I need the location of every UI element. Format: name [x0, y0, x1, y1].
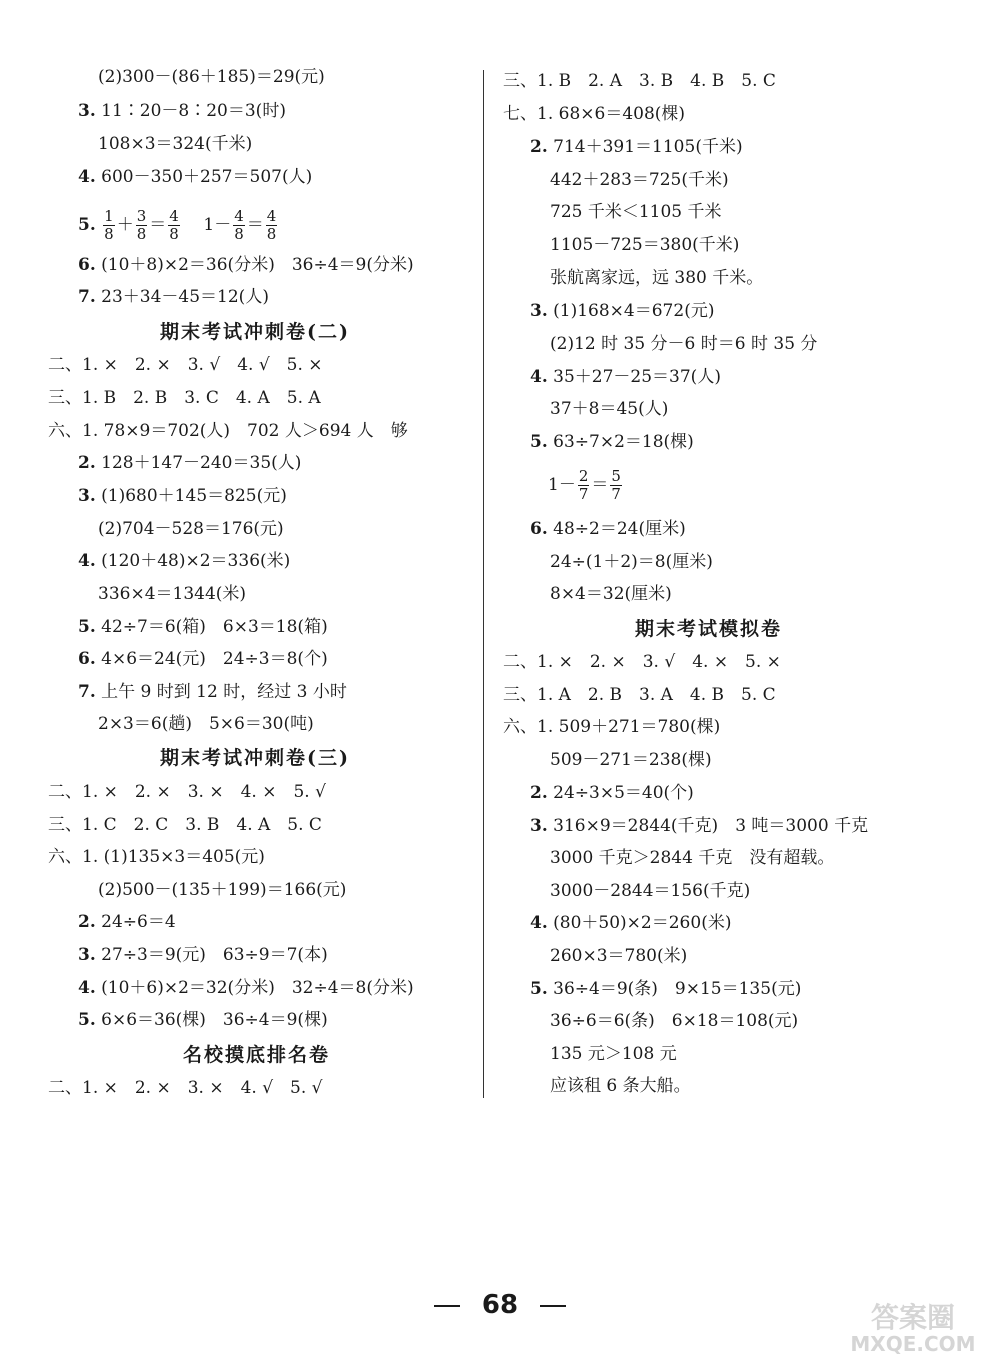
answer-line: 三、1. B 2. A 3. B 4. B 5. C: [503, 71, 776, 91]
fraction: $\frac{3}{8}$: [136, 207, 147, 243]
answer-line: 135 元＞108 元: [550, 1044, 677, 1064]
answer-line: 108×3＝324(千米): [98, 134, 253, 154]
answer-line: 七、1. 68×6＝408(棵): [503, 104, 686, 124]
answer-line: (2)12 时 35 分－6 时＝6 时 35 分: [550, 334, 818, 354]
watermark-url: MXQE.COM: [850, 1332, 976, 1356]
answer-line: 5. 42÷7＝6(箱) 6×3＝18(箱): [78, 617, 328, 637]
answer-line: 应该租 6 条大船。: [550, 1076, 691, 1096]
answer-line: 4. (10＋6)×2＝32(分米) 32÷4＝8(分米): [78, 978, 414, 998]
answer-line: 三、1. B 2. B 3. C 4. A 5. A: [48, 388, 321, 408]
answer-line: 2. 24÷6＝4: [78, 912, 176, 932]
fraction: $\frac{4}{8}$: [169, 207, 179, 243]
answer-line: 260×3＝780(米): [550, 946, 688, 966]
answer-line: 3. 27÷3＝9(元) 63÷9＝7(本): [78, 945, 328, 965]
answer-line: 24÷(1＋2)＝8(厘米): [550, 552, 713, 572]
answer-line: 509－271＝238(棵): [550, 750, 712, 770]
answer-line: 3000－2844＝156(千克): [550, 881, 751, 901]
answer-line: 5. 6×6＝36(棵) 36÷4＝9(棵): [78, 1010, 328, 1030]
answer-line: 六、1. 78×9＝702(人) 702 人＞694 人 够: [48, 421, 408, 441]
answer-line: 4. 35＋27－25＝37(人): [530, 367, 721, 387]
answer-line: 三、1. A 2. B 3. A 4. B 5. C: [503, 685, 776, 705]
section-heading: 期末考试冲刺卷(二): [160, 321, 350, 343]
watermark-text: 答案圈: [870, 1301, 956, 1334]
answer-line: 6. (10＋8)×2＝36(分米) 36÷4＝9(分米): [78, 255, 414, 275]
answer-line: 4. 600－350＋257＝507(人): [78, 167, 313, 187]
section-heading: 期末考试冲刺卷(三): [160, 747, 350, 769]
answer-line: 2. 128＋147－240＝35(人): [78, 453, 302, 473]
answer-line: 36÷6＝6(条) 6×18＝108(元): [550, 1011, 799, 1031]
answer-line: 3. (1)680＋145＝825(元): [78, 486, 287, 506]
fraction-answer-line: 1－ $\frac{2}{7}$ ＝ $\frac{5}{7}$: [548, 467, 621, 503]
answer-line: (2)704－528＝176(元): [98, 519, 284, 539]
answer-line: 二、1. × 2. × 3. √ 4. √ 5. ×: [48, 355, 323, 375]
page-number: 68: [0, 1290, 1000, 1320]
fraction: $\frac{4}{8}$: [234, 207, 244, 243]
answer-line: 336×4＝1344(米): [98, 584, 247, 604]
answer-line: 725 千米＜1105 千米: [550, 202, 722, 222]
answer-line: 二、1. × 2. × 3. × 4. √ 5. √: [48, 1078, 323, 1098]
answer-line: 7. 上午 9 时到 12 时，经过 3 小时: [78, 682, 347, 702]
dash-left: [434, 1305, 460, 1307]
answer-line: (2)500－(135＋199)＝166(元): [98, 880, 347, 900]
answer-line: 37＋8＝45(人): [550, 399, 669, 419]
answer-line: 5. 63÷7×2＝18(棵): [530, 432, 694, 452]
answer-line: 2. 714＋391＝1105(千米): [530, 137, 743, 157]
fraction-answer-line: 5. $\frac{1}{8}$ ＋ $\frac{3}{8}$ ＝ $\frac{4}{8}$ 1－ $\frac{4}{8}$ ＝ $\frac{4}{8}$: [78, 207, 277, 243]
answer-line: 六、1. (1)135×3＝405(元): [48, 847, 265, 867]
answer-line: 4. (80＋50)×2＝260(米): [530, 913, 732, 933]
column-divider: [483, 70, 484, 1098]
answer-line: 442＋283＝725(千米): [550, 170, 729, 190]
answer-line: 8×4＝32(厘米): [550, 584, 672, 604]
watermark-logo: [838, 1295, 988, 1357]
dash-right: [540, 1305, 566, 1307]
answer-line: 2. 24÷3×5＝40(个): [530, 783, 694, 803]
answer-line: 3. (1)168×4＝672(元): [530, 301, 715, 321]
answer-line: 6. 4×6＝24(元) 24÷3＝8(个): [78, 649, 328, 669]
answer-line: 二、1. × 2. × 3. × 4. × 5. √: [48, 782, 326, 802]
section-heading: 名校摸底排名卷: [183, 1044, 331, 1066]
watermark-logo-icon: [838, 1295, 988, 1357]
answer-line: 三、1. C 2. C 3. B 4. A 5. C: [48, 815, 322, 835]
fraction: $\frac{2}{7}$: [578, 467, 589, 503]
answer-line: 2×3＝6(趟) 5×6＝30(吨): [98, 714, 314, 734]
answer-line: 3. 11∶20－8∶20＝3(时): [78, 101, 286, 121]
answer-line: 张航离家远，远 380 千米。: [550, 268, 764, 288]
answer-line: 二、1. × 2. × 3. √ 4. × 5. ×: [503, 652, 781, 672]
section-heading: 期末考试模拟卷: [635, 618, 783, 640]
answer-line: (2)300－(86＋185)＝29(元): [98, 67, 325, 87]
answer-line: 3000 千克＞2844 千克 没有超载。: [550, 848, 835, 868]
fraction: $\frac{5}{7}$: [611, 467, 621, 503]
answer-line: 5. 36÷4＝9(条) 9×15＝135(元): [530, 979, 802, 999]
fraction: $\frac{1}{8}$: [104, 207, 114, 243]
answer-line: 7. 23＋34－45＝12(人): [78, 287, 269, 307]
answer-line: 4. (120＋48)×2＝336(米): [78, 551, 291, 571]
fraction: $\frac{4}{8}$: [266, 207, 277, 243]
answer-line: 6. 48÷2＝24(厘米): [530, 519, 686, 539]
answer-line: 1105－725＝380(千米): [550, 235, 740, 255]
answer-line: 六、1. 509＋271＝780(棵): [503, 717, 721, 737]
answer-line: 3. 316×9＝2844(千克) 3 吨＝3000 千克: [530, 816, 869, 836]
